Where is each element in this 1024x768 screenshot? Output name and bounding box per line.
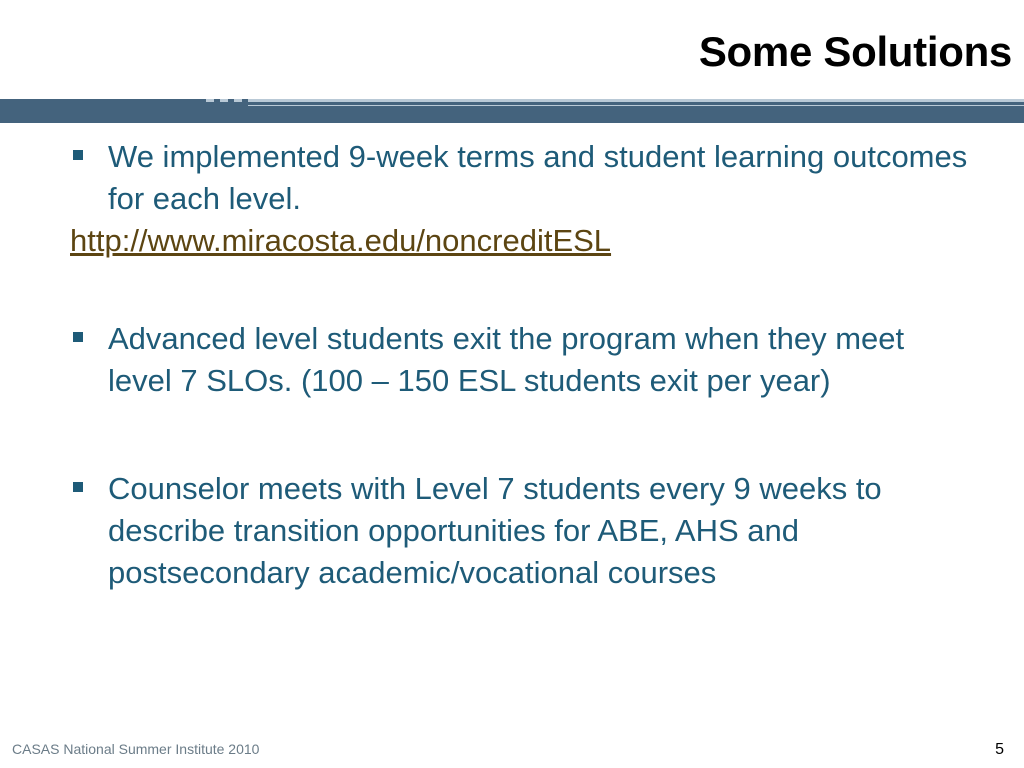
page-number: 5 — [995, 741, 1004, 758]
bullet-item — [70, 318, 970, 402]
bullet-text: We implemented 9-week terms and student learning outcomes for each level. — [108, 139, 968, 216]
bullet-item — [70, 468, 970, 594]
square-bullet-icon — [73, 332, 83, 342]
bullet-item — [70, 136, 970, 220]
slide-body — [70, 136, 970, 594]
header-bar-graphic — [0, 99, 1024, 123]
square-bullet-icon — [73, 150, 83, 160]
bullet-text: Advanced level students exit the program when they meet level 7 SLOs. (100 – 150 ESL students exit per year) — [108, 321, 905, 398]
slide-title: Some Solutions — [698, 28, 1012, 75]
footer-text: CASAS National Summer Institute 2010 — [12, 741, 260, 757]
noncredit-esl-link[interactable]: http://www.miracosta.edu/noncreditESL — [70, 223, 612, 258]
link-paragraph — [70, 220, 970, 262]
square-bullet-icon — [73, 482, 83, 492]
header-bar — [0, 99, 1024, 123]
bullet-text: Counselor meets with Level 7 students every 9 weeks to describe transition opportunities for ABE, AHS and postsecondary academic/vocational courses — [108, 471, 882, 590]
